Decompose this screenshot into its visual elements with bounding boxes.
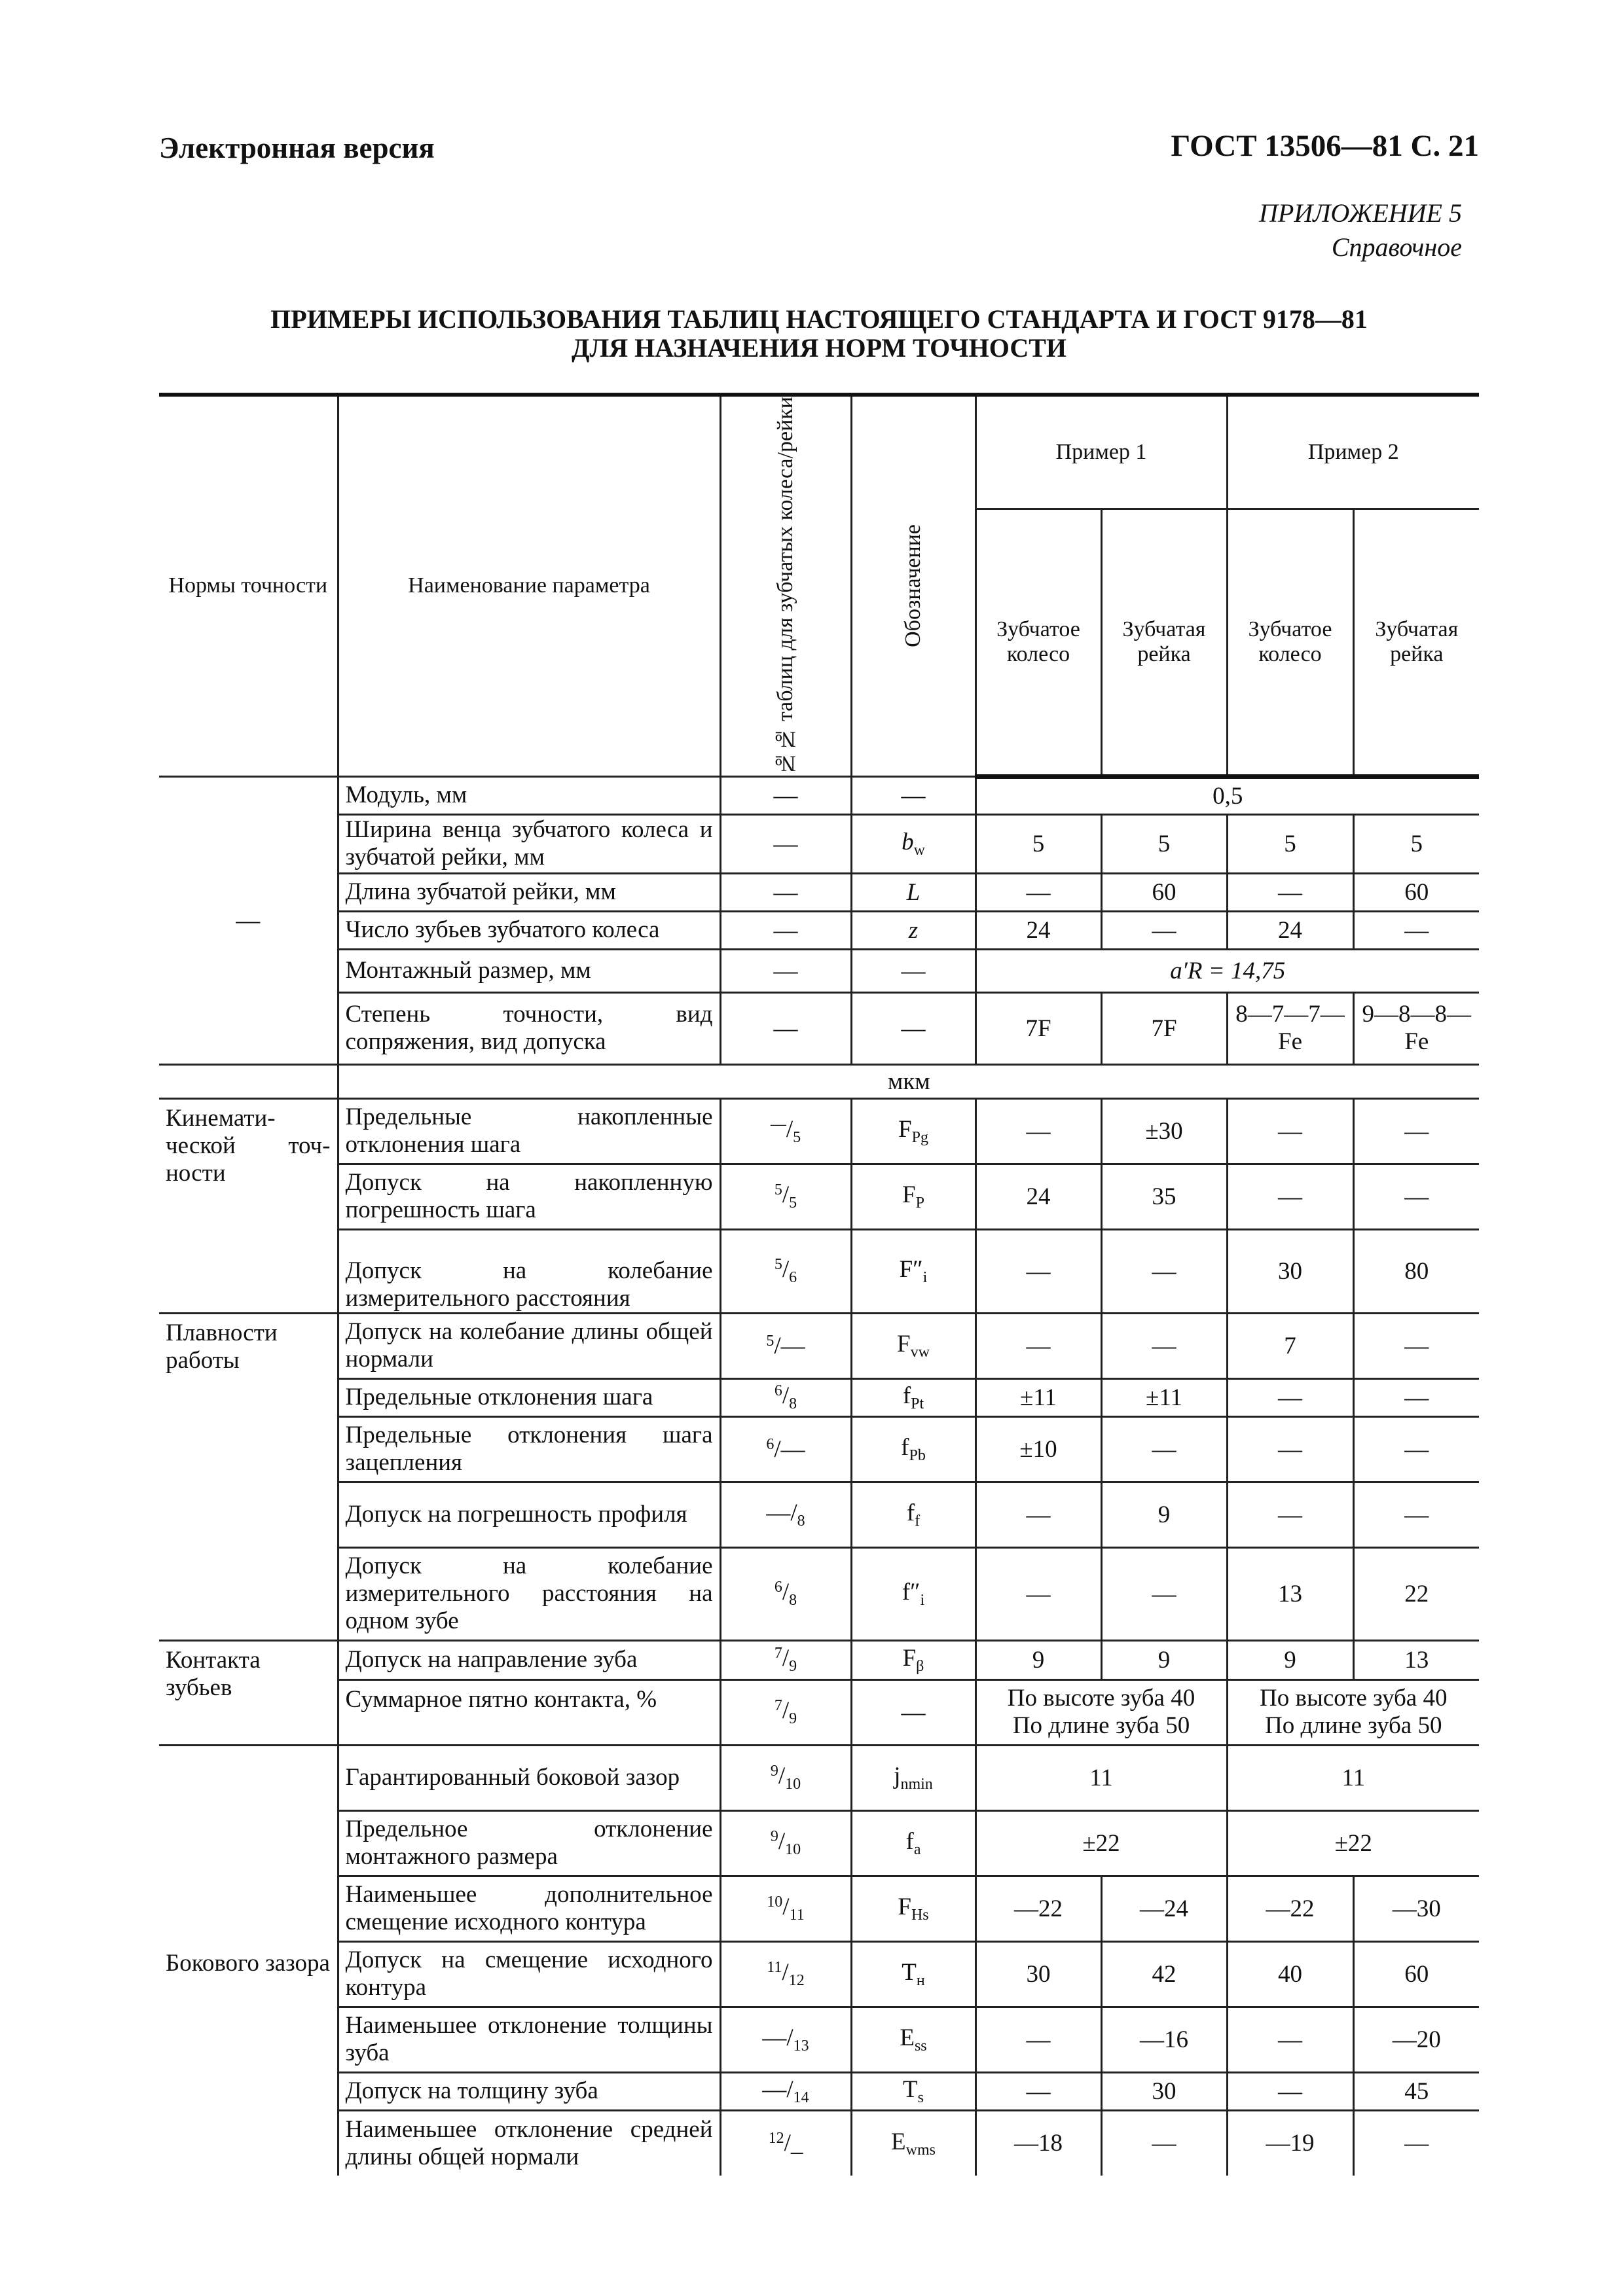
- table-row: [159, 873, 1479, 911]
- value-cell: —: [1353, 1098, 1479, 1164]
- param-cell: Степень точности, вид сопряжения, вид допуска: [338, 992, 720, 1064]
- tables-cell: —: [720, 776, 851, 814]
- value-cell: 5: [1227, 814, 1353, 873]
- value-cell: —22: [1227, 1876, 1353, 1941]
- table-row: [159, 1745, 1479, 1810]
- table-row: [159, 1876, 1479, 1941]
- title-line-2: ДЛЯ НАЗНАЧЕНИЯ НОРМ ТОЧНОСТИ: [571, 333, 1067, 363]
- merged-value-cell: 0,5: [976, 776, 1479, 814]
- param-cell: Гарантированный боковой зазор: [338, 1745, 720, 1810]
- merged-value-cell: По высоте зуба 40 По длине зуба 50: [976, 1679, 1227, 1745]
- tables-cell: $^6/_8$: [720, 1547, 851, 1640]
- param-cell: Монтажный размер, мм: [338, 949, 720, 992]
- tables-cell: $^6$/—: [720, 1416, 851, 1482]
- param-cell: Модуль, мм: [338, 776, 720, 814]
- symbol-cell: —: [851, 949, 976, 992]
- param-cell: Наименьшее отклонение средней длины общей нормали: [338, 2110, 720, 2176]
- tables-cell: —: [720, 992, 851, 1064]
- table-row: [159, 814, 1479, 873]
- tables-cell: $^{12}$/_: [720, 2110, 851, 2176]
- value-cell: 9: [1101, 1482, 1227, 1547]
- table-row: [159, 1098, 1479, 1164]
- value-cell: ±11: [1101, 1378, 1227, 1416]
- value-cell: 24: [976, 911, 1101, 949]
- value-cell: 7F: [976, 992, 1101, 1064]
- param-cell: Предельные накопленные отклонения шага: [338, 1098, 720, 1164]
- value-cell: —: [976, 1482, 1101, 1547]
- value-cell: —: [1227, 1098, 1353, 1164]
- tables-cell: $—/_8$: [720, 1482, 851, 1547]
- param-cell: Предельные отклонения шага: [338, 1378, 720, 1416]
- tables-cell: $^6/_8$: [720, 1378, 851, 1416]
- header-left: Электронная версия: [159, 132, 435, 164]
- value-cell: —24: [1101, 1876, 1227, 1941]
- value-cell: ±30: [1101, 1098, 1227, 1164]
- tables-cell: —: [720, 911, 851, 949]
- param-cell: Предельное отклонение монтажного размера: [338, 1810, 720, 1876]
- table-row: [159, 1941, 1479, 2007]
- value-cell: —16: [1101, 2007, 1227, 2072]
- tables-cell: —: [720, 873, 851, 911]
- tables-cell: $^7/_9$: [720, 1679, 851, 1745]
- symbol-cell: $f_f$: [851, 1482, 976, 1547]
- value-cell: 22: [1353, 1547, 1479, 1640]
- table-row: [159, 1640, 1479, 1679]
- value-cell: 5: [976, 814, 1101, 873]
- group-smooth-cell: Плавности работы: [159, 1313, 338, 1640]
- tables-cell: $^5/_5$: [720, 1164, 851, 1229]
- symbol-cell: —: [851, 1679, 976, 1745]
- value-cell: —: [976, 1313, 1101, 1378]
- param-cell: Наименьшее отклонение толщины зуба: [338, 2007, 720, 2072]
- value-cell: —: [1227, 1482, 1353, 1547]
- merged-value-cell: 11: [1227, 1745, 1479, 1810]
- value-cell: —: [1353, 1378, 1479, 1416]
- value-cell: 24: [976, 1164, 1101, 1229]
- col-symbol-header: Обозначение: [851, 395, 976, 776]
- table-row: [159, 949, 1479, 992]
- param-cell: Наименьшее дополнительное смещение исходного контура: [338, 1876, 720, 1941]
- appendix-label: ПРИЛОЖЕНИЕ 5: [1259, 198, 1462, 228]
- tables-cell: $^7/_9$: [720, 1640, 851, 1679]
- value-cell: —: [1101, 1313, 1227, 1378]
- tables-cell: $^{11}/_{12}$: [720, 1941, 851, 2007]
- table-row: [159, 1378, 1479, 1416]
- param-cell: Число зубьев зубчатого колеса: [338, 911, 720, 949]
- value-cell: 45: [1353, 2072, 1479, 2110]
- value-cell: 7F: [1101, 992, 1227, 1064]
- appendix-type: Справочное: [1331, 232, 1462, 262]
- value-cell: —: [976, 1229, 1101, 1313]
- value-cell: —: [976, 1547, 1101, 1640]
- tables-cell: $^9/_{10}$: [720, 1810, 851, 1876]
- table-row: [159, 1313, 1479, 1378]
- table-row: [159, 1229, 1479, 1313]
- col-norms-header: Нормы точности: [159, 395, 338, 776]
- param-cell: Допуск на накопленную погрешность шага: [338, 1164, 720, 1229]
- group-general-cell: —: [159, 776, 338, 1064]
- table-row: [159, 1164, 1479, 1229]
- table-row: [159, 1810, 1479, 1876]
- value-cell: 24: [1227, 911, 1353, 949]
- value-cell: 9: [1227, 1640, 1353, 1679]
- param-cell: Ширина венца зубчатого колеса и зубчатой рейки, мм: [338, 814, 720, 873]
- value-cell: ±11: [976, 1378, 1101, 1416]
- value-cell: —: [1227, 2072, 1353, 2110]
- param-cell: Суммарное пятно контакта, %: [338, 1679, 720, 1745]
- tables-cell: $^—/_5$: [720, 1098, 851, 1164]
- value-cell: —20: [1353, 2007, 1479, 2072]
- value-cell: 30: [1101, 2072, 1227, 2110]
- table-row: [159, 2072, 1479, 2110]
- merged-value-cell: a′R = 14,75: [976, 949, 1479, 992]
- value-cell: 40: [1227, 1941, 1353, 2007]
- example1-wheel-header: Зубчатое колесо: [976, 509, 1101, 776]
- value-cell: —: [1227, 1164, 1353, 1229]
- table-row: [159, 992, 1479, 1064]
- value-cell: 5: [1101, 814, 1227, 873]
- value-cell: 60: [1353, 1941, 1479, 2007]
- symbol-cell: $f''_i$: [851, 1547, 976, 1640]
- value-cell: —: [1101, 1229, 1227, 1313]
- tables-cell: —: [720, 814, 851, 873]
- value-cell: —: [1353, 1164, 1479, 1229]
- param-cell: Допуск на направление зуба: [338, 1640, 720, 1679]
- value-cell: 8—7—7—Fe: [1227, 992, 1353, 1064]
- value-cell: 30: [976, 1941, 1101, 2007]
- symbol-cell: $f_a$: [851, 1810, 976, 1876]
- value-cell: —: [976, 1098, 1101, 1164]
- units-cell: мкм: [338, 1064, 1479, 1098]
- value-cell: —22: [976, 1876, 1101, 1941]
- symbol-cell: $T_н$: [851, 1941, 976, 2007]
- value-cell: 5: [1353, 814, 1479, 873]
- value-cell: —: [1101, 911, 1227, 949]
- param-cell: Допуск на смещение исходного контура: [338, 1941, 720, 2007]
- value-cell: —: [1101, 1547, 1227, 1640]
- merged-value-cell: ±22: [1227, 1810, 1479, 1876]
- tables-cell: $^9/_{10}$: [720, 1745, 851, 1810]
- value-cell: —: [976, 873, 1101, 911]
- value-cell: 13: [1227, 1547, 1353, 1640]
- value-cell: —: [1101, 2110, 1227, 2176]
- param-cell: Допуск на колебание измерительного расстояния: [338, 1229, 720, 1313]
- value-cell: 13: [1353, 1640, 1479, 1679]
- value-cell: 9: [976, 1640, 1101, 1679]
- table-row: [159, 2110, 1479, 2176]
- table-row: [159, 1064, 1479, 1098]
- symbol-cell: $F_P$: [851, 1164, 976, 1229]
- col-tables-header: №№ таблиц для зубчатых колеса/рейки: [720, 395, 851, 776]
- param-cell: Допуск на погрешность профиля: [338, 1482, 720, 1547]
- accuracy-norms-table: [159, 393, 1479, 2176]
- value-cell: 42: [1101, 1941, 1227, 2007]
- value-cell: 7: [1227, 1313, 1353, 1378]
- value-cell: —: [1353, 1416, 1479, 1482]
- value-cell: —: [1353, 1482, 1479, 1547]
- tables-cell: $^{10}/_{11}$: [720, 1876, 851, 1941]
- symbol-cell: $F_{Pg}$: [851, 1098, 976, 1164]
- symbol-cell: $j_{nmin}$: [851, 1745, 976, 1810]
- value-cell: 80: [1353, 1229, 1479, 1313]
- param-cell: Длина зубчатой рейки, мм: [338, 873, 720, 911]
- example2-header: Пример 2: [1227, 395, 1479, 509]
- value-cell: 9—8—8—Fe: [1353, 992, 1479, 1064]
- symbol-cell: z: [851, 911, 976, 949]
- symbol-cell: $f_{Pb}$: [851, 1416, 976, 1482]
- value-cell: —: [1227, 1378, 1353, 1416]
- symbol-cell: $f_{Pt}$: [851, 1378, 976, 1416]
- symbol-cell: $F_\beta$: [851, 1640, 976, 1679]
- group-contact-cell: Контакта зубьев: [159, 1640, 338, 1745]
- page-title: [159, 305, 1479, 363]
- symbol-cell: $T_s$: [851, 2072, 976, 2110]
- value-cell: —: [976, 2007, 1101, 2072]
- symbol-cell: —: [851, 776, 976, 814]
- value-cell: 9: [1101, 1640, 1227, 1679]
- value-cell: 35: [1101, 1164, 1227, 1229]
- appendix-block: [1259, 196, 1462, 264]
- param-cell: Допуск на колебание измерительного расстояния на одном зубе: [338, 1547, 720, 1640]
- value-cell: —19: [1227, 2110, 1353, 2176]
- param-cell: Допуск на колебание длины общей нормали: [338, 1313, 720, 1378]
- symbol-cell: $E_{wms}$: [851, 2110, 976, 2176]
- example1-header: Пример 1: [976, 395, 1227, 509]
- value-cell: —18: [976, 2110, 1101, 2176]
- value-cell: —: [1227, 2007, 1353, 2072]
- value-cell: —: [1353, 911, 1479, 949]
- symbol-cell: —: [851, 992, 976, 1064]
- value-cell: —: [1353, 1313, 1479, 1378]
- symbol-cell: $F''_i$: [851, 1229, 976, 1313]
- symbol-cell: $b_w$: [851, 814, 976, 873]
- param-cell: Предельные отклонения шага зацепления: [338, 1416, 720, 1482]
- value-cell: —30: [1353, 1876, 1479, 1941]
- example2-wheel-header: Зубчатое колесо: [1227, 509, 1353, 776]
- value-cell: —: [1227, 1416, 1353, 1482]
- symbol-cell: L: [851, 873, 976, 911]
- symbol-cell: $F_{Hs}$: [851, 1876, 976, 1941]
- tables-cell: $^5$/—: [720, 1313, 851, 1378]
- symbol-cell: $F_{vw}$: [851, 1313, 976, 1378]
- tables-cell: $—/_{14}$: [720, 2072, 851, 2110]
- table-row: [159, 776, 1479, 814]
- table-row: [159, 1679, 1479, 1745]
- tables-cell: —: [720, 949, 851, 992]
- table-row: [159, 2007, 1479, 2072]
- table-row: [159, 1416, 1479, 1482]
- symbol-cell: $E_{ss}$: [851, 2007, 976, 2072]
- table-row: [159, 1547, 1479, 1640]
- value-cell: 60: [1101, 873, 1227, 911]
- value-cell: ±10: [976, 1416, 1101, 1482]
- example1-rack-header: Зубчатая рейка: [1101, 509, 1227, 776]
- header-right: ГОСТ 13506—81 С. 21: [1171, 129, 1479, 163]
- col-param-header: Наименование параметра: [338, 395, 720, 776]
- merged-value-cell: ±22: [976, 1810, 1227, 1876]
- value-cell: —: [1101, 1416, 1227, 1482]
- table-row: [159, 1482, 1479, 1547]
- value-cell: 60: [1353, 873, 1479, 911]
- group-spacer-cell: [159, 1064, 338, 1098]
- merged-value-cell: По высоте зуба 40 По длине зуба 50: [1227, 1679, 1479, 1745]
- merged-value-cell: 11: [976, 1745, 1227, 1810]
- value-cell: 30: [1227, 1229, 1353, 1313]
- tables-cell: $^5/_6$: [720, 1229, 851, 1313]
- tables-cell: $—/_{13}$: [720, 2007, 851, 2072]
- group-backlash-cell: Бокового зазора: [159, 1745, 338, 2176]
- param-cell: Допуск на толщину зуба: [338, 2072, 720, 2110]
- value-cell: —: [1353, 2110, 1479, 2176]
- value-cell: —: [976, 2072, 1101, 2110]
- table-row: [159, 911, 1479, 949]
- example2-rack-header: Зубчатая рейка: [1353, 509, 1479, 776]
- group-kinematic-cell: Кинемати-ческой точ-ности: [159, 1098, 338, 1313]
- value-cell: —: [1227, 873, 1353, 911]
- title-line-1: ПРИМЕРЫ ИСПОЛЬЗОВАНИЯ ТАБЛИЦ НАСТОЯЩЕГО СТАНДАРТА И ГОСТ 9178—81: [270, 304, 1368, 334]
